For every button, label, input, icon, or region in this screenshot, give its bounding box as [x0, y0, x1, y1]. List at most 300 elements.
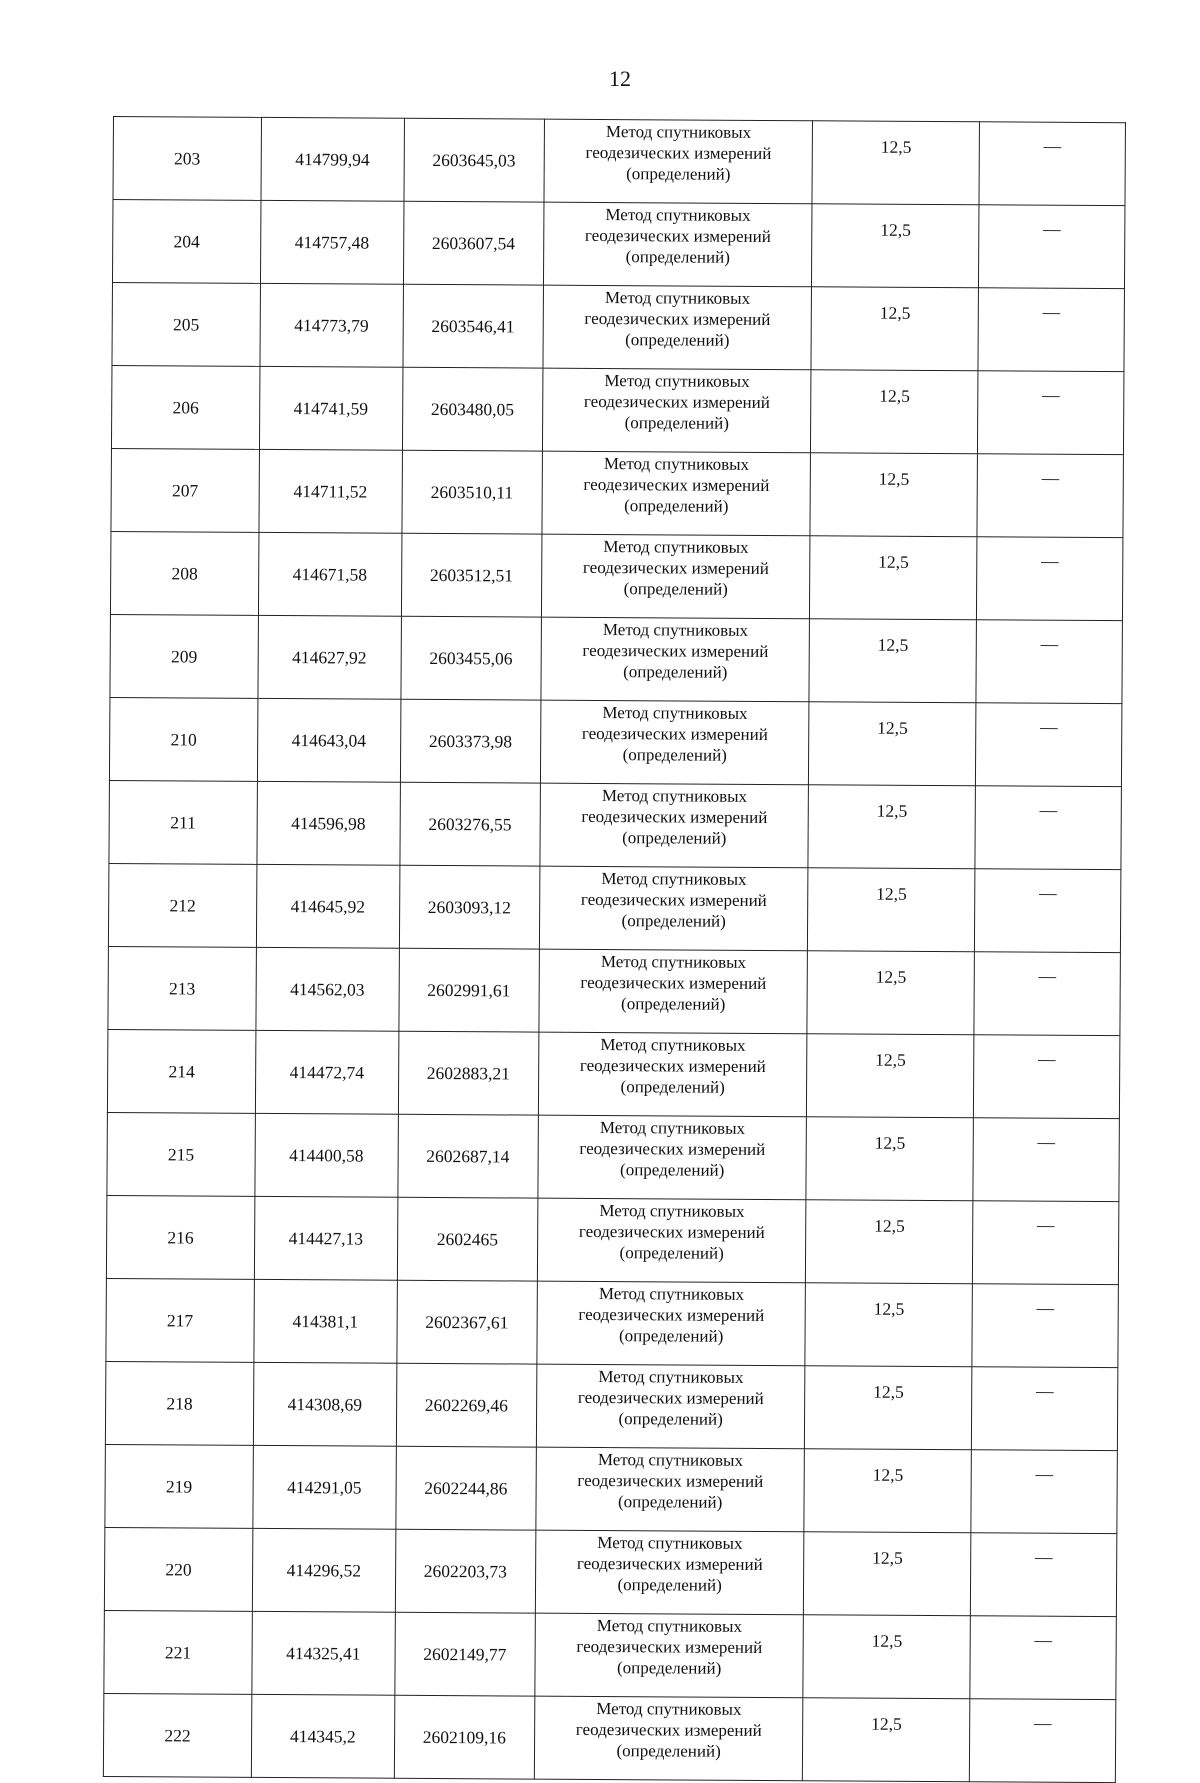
x-coordinate-cell: [257, 698, 400, 782]
table-row-215: [107, 1112, 1119, 1201]
method-line-2: геодезических измерений: [584, 225, 771, 247]
x-coordinate-cell: [260, 200, 403, 284]
method-line-1: Метод спутниковых: [604, 371, 750, 391]
precision-value: 12,5: [872, 1547, 903, 1568]
point-number: 209: [170, 646, 198, 667]
method-line-2: геодезических измерений: [575, 1719, 762, 1740]
table-row-204: [112, 200, 1124, 289]
method-cell: [535, 1613, 804, 1698]
method-line-2: геодезических измерений: [581, 806, 768, 828]
y-coordinate-cell: [398, 1031, 539, 1115]
description-value: —: [1038, 965, 1057, 986]
y-coordinate-cell: [396, 1363, 537, 1447]
y-coordinate-cell: [395, 1529, 536, 1613]
x-coordinate-cell: [251, 1694, 394, 1778]
method-line-3: (определений): [623, 662, 728, 682]
precision-cell: [812, 121, 979, 205]
x-coordinate: 414627,92: [292, 647, 367, 668]
y-coordinate: 2602991,61: [427, 979, 511, 1001]
description-value: —: [1036, 1380, 1054, 1401]
point-number: 214: [168, 1061, 195, 1082]
description-value: —: [1035, 1463, 1054, 1484]
x-coordinate-cell: [252, 1611, 395, 1695]
description-cell: [977, 454, 1123, 538]
description-value: —: [1039, 799, 1058, 820]
x-coordinate: 414671,58: [292, 564, 368, 585]
description-cell: [977, 537, 1123, 621]
method-line-3: (определений): [616, 1658, 722, 1678]
precision-value: 12,5: [880, 136, 912, 157]
point-number: 210: [170, 729, 197, 750]
method-line-1: Метод спутниковых: [602, 620, 749, 640]
y-coordinate: 2602109,16: [422, 1726, 506, 1748]
y-coordinate: 2603093,12: [427, 896, 512, 918]
coordinates-table: [103, 116, 1126, 1783]
description-cell: [974, 952, 1120, 1036]
x-coordinate-cell: [258, 532, 401, 616]
description-cell: [975, 786, 1121, 870]
table-row-212: [108, 863, 1120, 952]
method-line-2: геодезических измерений: [581, 723, 768, 745]
description-cell: [975, 869, 1121, 953]
method-line-2: геодезических измерений: [579, 1055, 766, 1077]
y-coordinate: 2602269,46: [424, 1394, 508, 1416]
method-line-2: геодезических измерений: [580, 889, 767, 911]
point-number-cell: [105, 1444, 253, 1528]
description-cell: [973, 1201, 1119, 1285]
x-coordinate: 414799,94: [295, 149, 370, 170]
description-value: —: [1039, 882, 1057, 903]
description-cell: [978, 371, 1124, 455]
method-cell: [544, 119, 813, 204]
x-coordinate-cell: [255, 1113, 398, 1197]
precision-cell: [808, 868, 975, 952]
method-line-1: Метод спутниковых: [604, 288, 751, 308]
description-value: —: [1037, 1214, 1055, 1235]
description-cell: [973, 1118, 1119, 1202]
method-line-1: Метод спутниковых: [598, 1366, 744, 1387]
y-coordinate: 2603607,54: [431, 232, 516, 254]
x-coordinate: 414381,1: [292, 1311, 359, 1332]
point-number: 218: [166, 1393, 193, 1414]
method-line-3: (определений): [625, 330, 730, 350]
y-coordinate-cell: [403, 118, 544, 202]
method-cell: [539, 949, 808, 1034]
point-number: 222: [164, 1725, 191, 1746]
precision-value: 12,5: [875, 1049, 906, 1070]
precision-value: 12,5: [879, 385, 910, 406]
point-number-cell: [109, 697, 257, 781]
table-row-209: [110, 614, 1122, 703]
y-coordinate: 2603276,55: [428, 813, 512, 835]
table-row-205: [112, 282, 1124, 371]
x-coordinate-cell: [258, 615, 401, 699]
precision-cell: [808, 785, 975, 869]
precision-value: 12,5: [875, 966, 907, 987]
x-coordinate: 414296,52: [286, 1560, 362, 1581]
x-coordinate: 414325,41: [286, 1643, 361, 1664]
x-coordinate-cell: [260, 283, 403, 367]
precision-cell: [812, 204, 979, 288]
description-cell: [972, 1284, 1118, 1368]
x-coordinate-cell: [259, 366, 402, 450]
point-number: 221: [164, 1642, 192, 1663]
y-coordinate-cell: [396, 1280, 537, 1364]
table-row-222: [103, 1693, 1115, 1782]
table-row-217: [106, 1278, 1118, 1367]
description-value: —: [1043, 218, 1061, 239]
table-row-219: [105, 1444, 1117, 1533]
x-coordinate: 414596,98: [291, 813, 366, 834]
precision-cell: [806, 1200, 973, 1284]
precision-cell: [805, 1366, 972, 1450]
x-coordinate-cell: [259, 449, 402, 533]
table-row-203: [113, 117, 1125, 206]
table-row-216: [106, 1195, 1118, 1284]
method-line-1: Метод спутниковых: [597, 1449, 744, 1470]
point-number-cell: [104, 1610, 252, 1694]
x-coordinate: 414345,2: [289, 1726, 356, 1747]
x-coordinate: 414291,05: [287, 1477, 362, 1498]
method-line-2: геодезических измерений: [577, 1387, 764, 1408]
y-coordinate-cell: [398, 948, 539, 1032]
table-row-208: [110, 531, 1122, 620]
point-number: 213: [168, 978, 196, 999]
point-number-cell: [111, 365, 259, 449]
description-value: —: [1034, 1546, 1053, 1567]
description-cell: [971, 1533, 1117, 1617]
x-coordinate: 414711,52: [293, 481, 368, 502]
x-coordinate: 414643,04: [291, 730, 367, 751]
precision-value: 12,5: [877, 717, 908, 738]
x-coordinate-cell: [252, 1528, 395, 1612]
method-line-1: Метод спутниковых: [599, 1200, 745, 1221]
precision-cell: [807, 951, 974, 1035]
method-line-1: Метод спутниковых: [597, 1532, 743, 1553]
method-cell: [537, 1281, 806, 1366]
table-row-211: [109, 780, 1121, 869]
y-coordinate-cell: [399, 865, 540, 949]
method-line-1: Метод спутниковых: [596, 1698, 742, 1719]
description-cell: [970, 1616, 1116, 1700]
description-value: —: [1033, 1712, 1052, 1733]
method-line-2: геодезических измерений: [578, 1221, 765, 1243]
point-number-cell: [104, 1527, 252, 1611]
description-value: —: [1040, 633, 1059, 654]
description-value: —: [1043, 135, 1062, 156]
x-coordinate: 414757,48: [294, 232, 370, 253]
point-number-cell: [108, 946, 256, 1030]
point-number-cell: [103, 1693, 251, 1777]
precision-value: 12,5: [876, 883, 907, 904]
method-line-2: геодезических измерений: [580, 972, 767, 994]
y-coordinate-cell: [395, 1446, 536, 1530]
point-number: 204: [173, 231, 200, 252]
x-coordinate-cell: [254, 1279, 397, 1363]
method-line-2: геодезических измерений: [584, 308, 771, 330]
method-line-3: (определений): [624, 413, 729, 433]
method-cell: [539, 866, 808, 951]
method-line-2: геодезических измерений: [582, 557, 769, 579]
method-cell: [536, 1447, 805, 1532]
point-number-cell: [110, 531, 258, 615]
description-value: —: [1041, 467, 1060, 488]
method-line-3: (определений): [617, 1575, 722, 1595]
method-line-3: (определений): [619, 1326, 724, 1346]
method-line-1: Метод спутниковых: [600, 951, 747, 972]
description-value: —: [1042, 384, 1060, 405]
x-coordinate-cell: [257, 781, 400, 865]
y-coordinate: 2602465: [436, 1228, 499, 1250]
y-coordinate-cell: [402, 367, 543, 451]
description-value: —: [1038, 1048, 1056, 1069]
x-coordinate-cell: [256, 947, 399, 1031]
method-cell: [534, 1696, 803, 1781]
table-row-206: [111, 365, 1123, 454]
description-value: —: [1034, 1629, 1053, 1650]
method-line-2: геодезических измерений: [582, 640, 769, 662]
x-coordinate: 414773,79: [294, 315, 369, 336]
method-line-3: (определений): [624, 496, 729, 516]
point-number-cell: [108, 863, 256, 947]
point-number-cell: [112, 200, 260, 284]
description-cell: [979, 205, 1125, 289]
precision-value: 12,5: [880, 219, 911, 240]
x-coordinate: 414562,03: [290, 979, 365, 1000]
y-coordinate: 2603373,98: [428, 730, 513, 752]
description-cell: [976, 703, 1122, 787]
method-line-3: (определений): [621, 994, 726, 1014]
description-cell: [979, 122, 1125, 206]
method-line-3: (определений): [626, 164, 731, 184]
precision-cell: [803, 1698, 970, 1782]
y-coordinate-cell: [397, 1114, 538, 1198]
point-number-cell: [107, 1112, 255, 1196]
x-coordinate-cell: [254, 1196, 397, 1280]
method-cell: [538, 1032, 807, 1117]
point-number: 208: [171, 563, 198, 584]
table-row-218: [105, 1361, 1117, 1450]
y-coordinate: 2602367,61: [425, 1311, 509, 1333]
method-line-3: (определений): [623, 579, 728, 599]
point-number: 216: [167, 1227, 194, 1248]
x-coordinate: 414645,92: [290, 896, 366, 917]
method-cell: [543, 202, 812, 287]
precision-value: 12,5: [871, 1713, 902, 1734]
precision-cell: [811, 287, 978, 371]
method-line-1: Метод спутниковых: [603, 537, 749, 557]
point-number-cell: [109, 780, 257, 864]
precision-value: 12,5: [873, 1381, 904, 1402]
method-line-3: (определений): [617, 1492, 723, 1512]
y-coordinate-cell: [400, 699, 541, 783]
method-cell: [535, 1530, 804, 1615]
method-line-1: Метод спутниковых: [600, 1034, 746, 1055]
method-line-3: (определений): [616, 1741, 721, 1761]
method-line-3: (определений): [618, 1409, 723, 1429]
table-row-220: [104, 1527, 1116, 1616]
point-number: 215: [167, 1144, 195, 1165]
table-row-214: [107, 1029, 1119, 1118]
x-coordinate-cell: [253, 1445, 396, 1529]
y-coordinate-cell: [403, 201, 544, 285]
precision-value: 12,5: [877, 634, 909, 655]
precision-cell: [807, 1034, 974, 1118]
precision-cell: [809, 702, 976, 786]
point-number: 205: [172, 314, 200, 335]
precision-value: 12,5: [878, 468, 910, 489]
method-line-3: (определений): [622, 745, 727, 765]
precision-value: 12,5: [879, 302, 911, 323]
method-line-3: (определений): [622, 828, 727, 848]
x-coordinate-cell: [256, 864, 399, 948]
method-line-3: (определений): [619, 1243, 724, 1263]
method-cell: [543, 285, 812, 370]
method-line-1: Метод спутниковых: [603, 454, 750, 474]
y-coordinate-cell: [402, 284, 543, 368]
description-value: —: [1036, 1297, 1055, 1318]
y-coordinate-cell: [394, 1612, 535, 1696]
description-value: —: [1042, 301, 1061, 322]
method-line-1: Метод спутниковых: [598, 1283, 745, 1304]
method-line-2: геодезических измерений: [577, 1470, 764, 1491]
x-coordinate-cell: [255, 1030, 398, 1114]
method-line-1: Метод спутниковых: [601, 785, 748, 806]
point-number-cell: [111, 448, 259, 532]
y-coordinate-cell: [399, 782, 540, 866]
method-line-3: (определений): [621, 911, 726, 931]
y-coordinate: 2603480,05: [430, 398, 515, 420]
point-number-cell: [112, 282, 260, 366]
method-line-3: (определений): [620, 1160, 725, 1180]
point-number: 211: [170, 812, 196, 833]
precision-value: 12,5: [876, 800, 908, 821]
description-cell: [974, 1035, 1120, 1119]
x-coordinate: 414741,59: [293, 398, 369, 419]
y-coordinate: 2602244,86: [424, 1477, 508, 1499]
point-number-cell: [106, 1195, 254, 1279]
table-row-210: [109, 697, 1121, 786]
x-coordinate: 414308,69: [287, 1394, 363, 1415]
description-cell: [976, 620, 1122, 704]
precision-value: 12,5: [878, 551, 909, 572]
method-cell: [538, 1115, 807, 1200]
point-number: 217: [166, 1310, 194, 1331]
description-value: —: [1041, 550, 1059, 571]
precision-cell: [804, 1532, 971, 1616]
y-coordinate: 2603455,06: [429, 647, 513, 669]
y-coordinate: 2603546,41: [431, 315, 515, 337]
x-coordinate-cell: [261, 117, 404, 201]
y-coordinate-cell: [394, 1695, 535, 1779]
method-line-1: Метод спутниковых: [596, 1615, 743, 1636]
method-cell: [536, 1364, 805, 1449]
y-coordinate-cell: [401, 450, 542, 534]
precision-cell: [806, 1117, 973, 1201]
y-coordinate-cell: [400, 616, 541, 700]
point-number: 206: [172, 397, 199, 418]
method-cell: [541, 534, 810, 619]
table-row-207: [111, 448, 1123, 537]
method-line-3: (определений): [620, 1077, 725, 1097]
method-cell: [541, 617, 810, 702]
table-row-213: [108, 946, 1120, 1035]
table-row-221: [104, 1610, 1116, 1699]
description-cell: [971, 1450, 1117, 1534]
precision-cell: [804, 1449, 971, 1533]
table-body: [103, 117, 1125, 1783]
y-coordinate-cell: [397, 1197, 538, 1281]
x-coordinate: 414427,13: [288, 1228, 364, 1249]
y-coordinate: 2602883,21: [426, 1062, 511, 1084]
x-coordinate-cell: [253, 1362, 396, 1446]
precision-cell: [810, 536, 977, 620]
precision-value: 12,5: [874, 1132, 906, 1153]
method-cell: [542, 368, 811, 453]
point-number-cell: [107, 1029, 255, 1113]
point-number: 220: [165, 1559, 192, 1580]
method-line-1: Метод спутниковых: [601, 868, 747, 889]
method-line-1: Метод спутниковых: [599, 1117, 746, 1138]
point-number: 207: [171, 480, 199, 501]
y-coordinate-cell: [401, 533, 542, 617]
precision-value: 12,5: [873, 1298, 905, 1319]
precision-value: 12,5: [874, 1215, 905, 1236]
y-coordinate: 2602149,77: [423, 1643, 507, 1665]
method-line-2: геодезических измерений: [576, 1553, 763, 1574]
point-number: 219: [165, 1476, 193, 1497]
y-coordinate: 2602687,14: [426, 1145, 510, 1167]
method-cell: [540, 700, 809, 785]
y-coordinate: 2603645,03: [432, 149, 516, 171]
method-line-2: геодезических измерений: [585, 142, 772, 164]
point-number-cell: [110, 614, 258, 698]
y-coordinate: 2602203,73: [423, 1560, 507, 1582]
description-cell: [978, 288, 1124, 372]
precision-value: 12,5: [871, 1630, 903, 1651]
method-line-1: Метод спутниковых: [605, 205, 751, 225]
point-number-cell: [113, 117, 261, 201]
precision-cell: [810, 453, 977, 537]
method-line-2: геодезических измерений: [576, 1636, 763, 1657]
method-line-2: геодезических измерений: [583, 391, 770, 413]
point-number: 212: [169, 895, 196, 916]
method-line-2: геодезических измерений: [579, 1138, 766, 1160]
point-number: 203: [173, 148, 201, 169]
point-number-cell: [106, 1278, 254, 1362]
precision-cell: [811, 370, 978, 454]
precision-cell: [803, 1615, 970, 1699]
x-coordinate: 414472,74: [289, 1062, 365, 1083]
precision-value: 12,5: [872, 1464, 904, 1485]
method-line-2: геодезических измерений: [578, 1304, 765, 1326]
description-value: —: [1040, 716, 1058, 737]
y-coordinate: 2603512,51: [429, 564, 514, 586]
x-coordinate: 414400,58: [289, 1145, 364, 1166]
method-cell: [540, 783, 809, 868]
y-coordinate: 2603510,11: [430, 481, 514, 503]
method-line-1: Метод спутниковых: [602, 703, 748, 723]
method-cell: [537, 1198, 806, 1283]
point-number-cell: [105, 1361, 253, 1445]
description-value: —: [1037, 1131, 1056, 1152]
method-cell: [542, 451, 811, 536]
precision-cell: [805, 1283, 972, 1367]
method-line-1: Метод спутниковых: [605, 122, 752, 142]
precision-cell: [809, 619, 976, 703]
description-cell: [972, 1367, 1118, 1451]
method-line-2: геодезических измерений: [583, 474, 770, 496]
